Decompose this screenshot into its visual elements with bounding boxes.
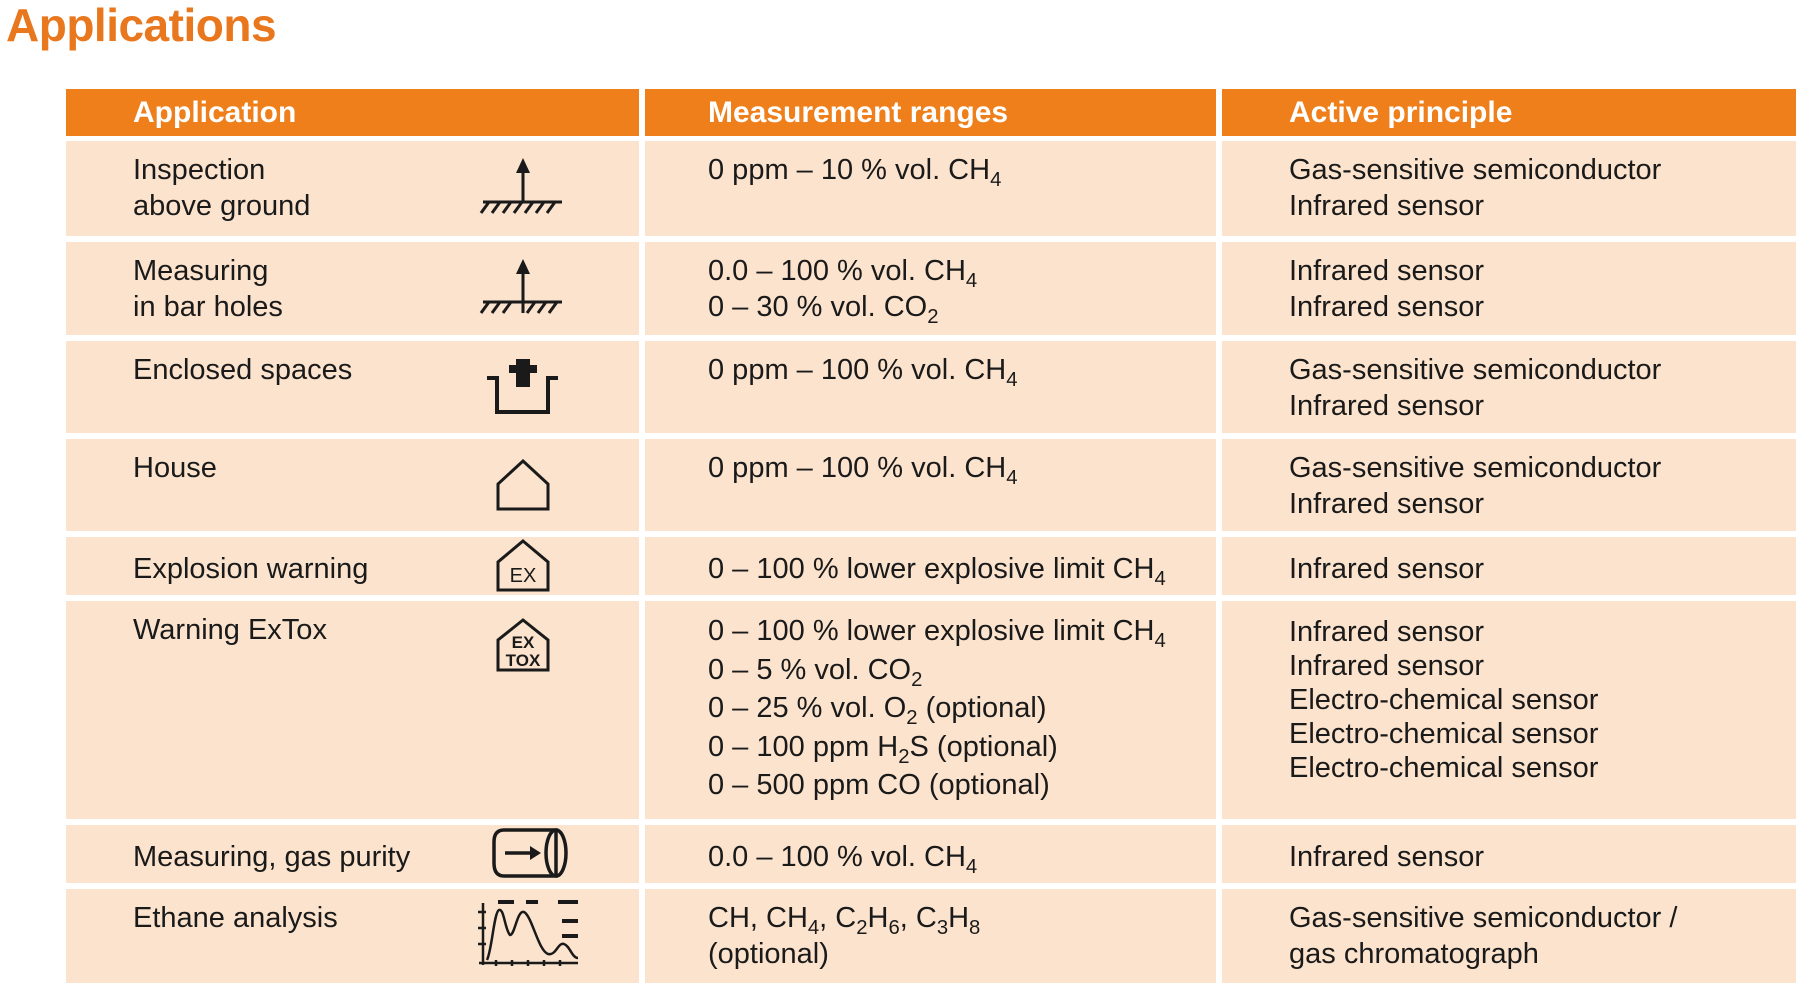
measurement-range-cell (645, 889, 1216, 983)
range-text: 0 – 100 % lower explosive limit CH (708, 615, 1155, 647)
subscript: 4 (990, 169, 1002, 192)
active-principle-label: Infrared sensor (1289, 291, 1485, 323)
measurement-range-line (708, 839, 1216, 879)
measurement-range-line (708, 352, 1216, 392)
active-principle-cell (1222, 242, 1796, 335)
active-principle-label: Electro-chemical sensor (1289, 684, 1599, 716)
active-principle-label: gas chromatograph (1289, 938, 1539, 970)
subscript: 4 (965, 270, 978, 293)
active-principle-cell (1222, 889, 1796, 983)
measurement-range-line (708, 450, 1216, 490)
subscript: 2 (898, 745, 910, 768)
subscript: 4 (1154, 630, 1166, 653)
application-label: Enclosed spaces (133, 354, 353, 386)
application-cell (66, 889, 639, 983)
application-cell (66, 341, 639, 433)
subscript: 6 (888, 917, 900, 940)
header-active-principle: Active principle (1222, 89, 1796, 136)
measurement-range-line (708, 689, 1216, 728)
active-principle-label: Gas-sensitive semiconductor / (1289, 902, 1678, 934)
measurement-range-cell (645, 601, 1216, 819)
range-text: 0 – 25 % vol. O (708, 692, 907, 724)
application-cell (66, 537, 639, 595)
page-title: Applications (6, 0, 277, 51)
application-label: House (133, 452, 217, 484)
application-cell (66, 141, 639, 236)
measurement-range-cell (645, 141, 1216, 236)
active-principle-label: Infrared sensor (1289, 488, 1485, 520)
active-principle-label: Infrared sensor (1289, 553, 1485, 585)
measurement-range-line (708, 152, 1216, 192)
measurement-range-cell (645, 341, 1216, 433)
active-principle-label: Infrared sensor (1289, 616, 1485, 648)
range-text: 0 – 30 % vol. CO (708, 291, 928, 323)
measurement-range-line (708, 651, 1216, 690)
subscript: 3 (936, 917, 949, 940)
measurement-range-line (708, 728, 1216, 767)
subscript: 2 (927, 306, 939, 329)
application-cell (66, 825, 639, 883)
measurement-range-line (708, 936, 1216, 972)
active-principle-label: Infrared sensor (1289, 190, 1485, 222)
measurement-range-cell (645, 537, 1216, 595)
range-text: H (867, 902, 889, 934)
range-text: 0 – 100 ppm H (708, 730, 899, 763)
range-text: (optional) (917, 692, 1047, 724)
measurement-range-line (708, 612, 1216, 651)
active-principle-cell (1222, 537, 1796, 595)
active-principle-label: Infrared sensor (1289, 650, 1485, 682)
active-principle-label: Gas-sensitive semiconductor (1289, 154, 1662, 186)
subscript: 4 (1006, 467, 1018, 490)
active-principle-label: Infrared sensor (1289, 390, 1485, 422)
subscript: 2 (911, 668, 923, 691)
active-principle-label: Infrared sensor (1289, 255, 1485, 287)
range-text: , C (819, 902, 857, 934)
application-cell (66, 601, 639, 819)
range-text: 0 ppm – 100 % vol. CH (708, 354, 1007, 386)
application-cell (66, 242, 639, 335)
subscript: 8 (969, 917, 981, 940)
application-label: Inspection (133, 154, 266, 186)
measurement-range-cell (645, 439, 1216, 531)
range-text: 0.0 – 100 % vol. CH (708, 841, 966, 873)
range-text: 0.0 – 100 % vol. CH (708, 255, 966, 287)
measurement-range-line (708, 766, 1216, 805)
active-principle-label: Electro-chemical sensor (1289, 752, 1599, 784)
measurement-range-line (708, 253, 1216, 293)
measurement-range-line (708, 551, 1216, 591)
subscript: 2 (856, 917, 868, 940)
application-label: in bar holes (133, 291, 283, 323)
application-label: above ground (133, 190, 311, 222)
application-label: Warning ExTox (133, 614, 327, 646)
active-principle-cell (1222, 601, 1796, 819)
active-principle-cell (1222, 341, 1796, 433)
subscript: 4 (1006, 369, 1018, 392)
application-label: Ethane analysis (133, 902, 338, 934)
application-cell (66, 439, 639, 531)
header-application: Application (66, 89, 639, 136)
range-text: 0 ppm – 10 % vol. CH (708, 154, 991, 186)
active-principle-label: Infrared sensor (1289, 841, 1485, 873)
measurement-range-cell (645, 242, 1216, 335)
range-text: (optional) (708, 938, 829, 970)
range-text: 0 – 500 ppm CO (optional) (708, 769, 1050, 801)
range-text: S (optional) (909, 730, 1058, 763)
active-principle-label: Gas-sensitive semiconductor (1289, 354, 1662, 386)
active-principle-label: Gas-sensitive semiconductor (1289, 452, 1662, 484)
active-principle-cell (1222, 825, 1796, 883)
range-text: , C (899, 902, 937, 934)
measurement-range-line (708, 289, 1216, 329)
application-label: Explosion warning (133, 553, 369, 585)
range-text: H (948, 902, 970, 934)
extox-icon-text-ex: EX (511, 633, 535, 652)
header-measurement-ranges: Measurement ranges (645, 89, 1216, 136)
subscript: 2 (906, 707, 918, 730)
range-text: 0 – 5 % vol. CO (708, 653, 912, 686)
range-text: 0 ppm – 100 % vol. CH (708, 452, 1007, 484)
measurement-range-line (708, 900, 1216, 940)
ex-icon-text: EX (509, 565, 537, 587)
active-principle-label: Electro-chemical sensor (1289, 718, 1599, 750)
subscript: 4 (965, 856, 978, 879)
subscript: 4 (807, 917, 820, 940)
range-text: 0 – 100 % lower explosive limit CH (708, 553, 1155, 585)
active-principle-cell (1222, 439, 1796, 531)
measurement-range-cell (645, 825, 1216, 883)
range-text: CH, CH (708, 902, 808, 934)
active-principle-cell (1222, 141, 1796, 236)
subscript: 4 (1154, 568, 1166, 591)
application-label: Measuring, gas purity (133, 841, 411, 873)
application-label: Measuring (133, 255, 269, 287)
extox-icon-text-tox: TOX (505, 651, 541, 670)
